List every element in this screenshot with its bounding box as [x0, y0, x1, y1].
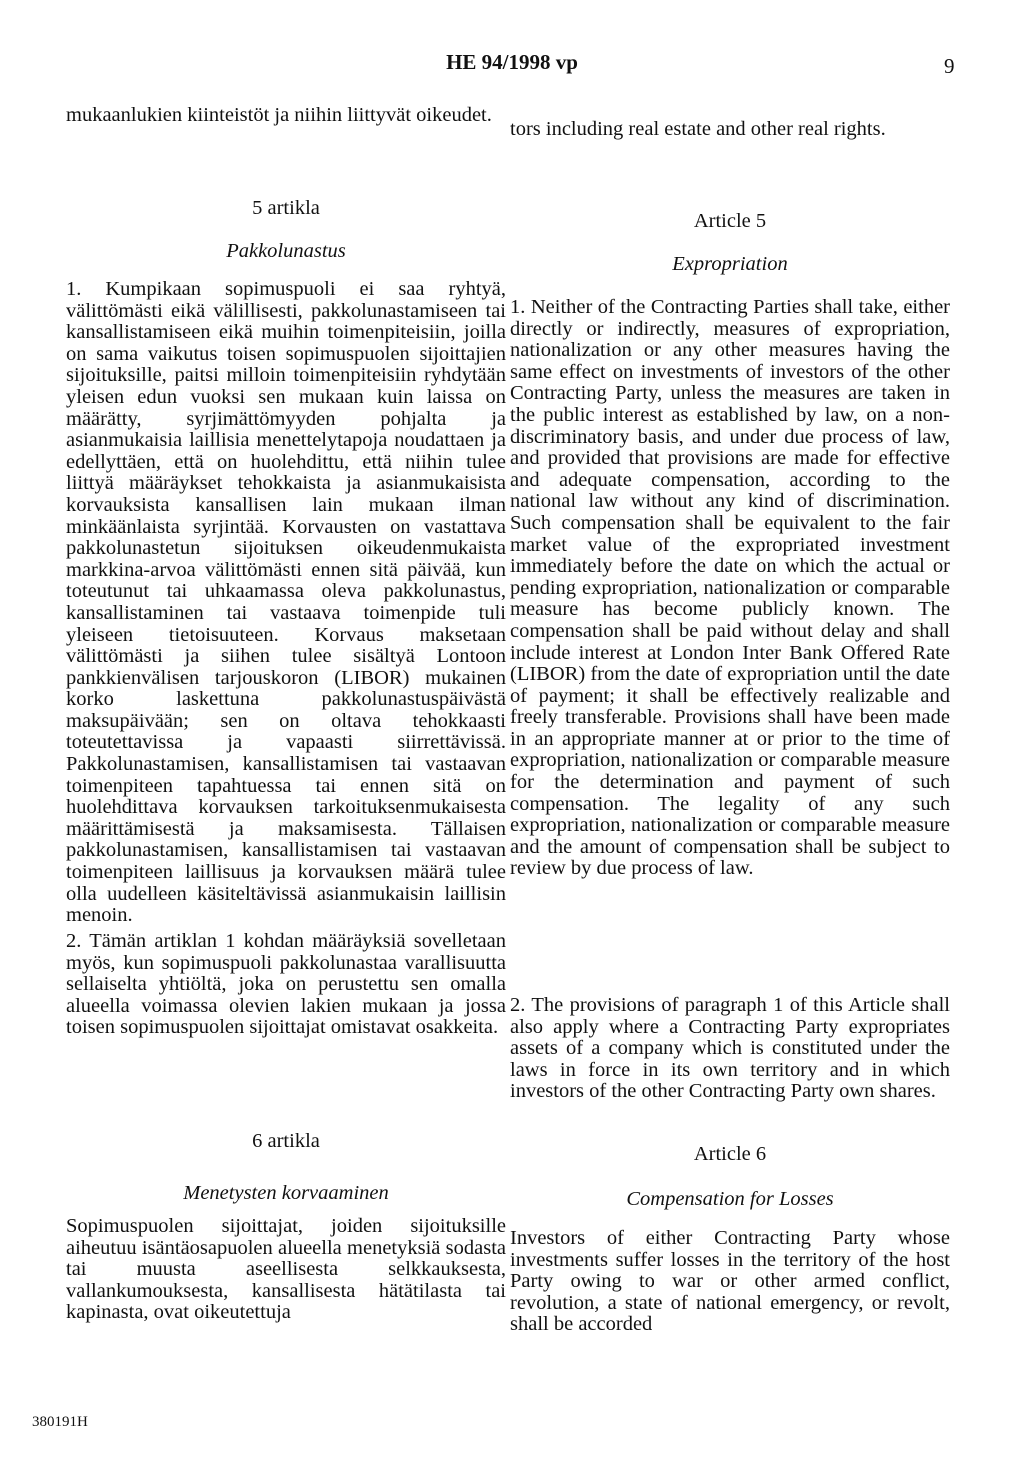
page-number: 9	[944, 54, 955, 78]
en-article6-title: Article 6	[693, 1143, 767, 1165]
en-intro-text: tors including real estate and other real rights.	[510, 118, 886, 140]
fi-article5-subtitle: Pakkolunastus	[226, 240, 346, 262]
en-article5-subtitle: Expropriation	[672, 253, 788, 275]
footer-code: 380191H	[32, 1414, 88, 1430]
fi-article5-paragraph-2: 2. Tämän artiklan 1 kohdan määräyksiä sovelletaan myös, kun sopimuspuoli pakkolunastaa varallisuutta sellaiselta yhtiöltä, joka on perustettu sen omalla alueella voimassa olevien lakien mukaan ja jossa toisen sopimuspuolen sijoittajat omistavat osakkeita.	[66, 930, 506, 1039]
fi-intro-text: mukaanlukien kiinteistöt ja niihin liittyvät oikeudet.	[66, 104, 492, 126]
en-article5-paragraph-2: 2. The provisions of paragraph 1 of this Article shall also apply where a Contracting Party expropriates assets of a company which is constituted under the laws in force in its own territory and in which investors of the other Contracting Party own shares.	[510, 994, 950, 1103]
fi-article6-subtitle: Menetysten korvaaminen	[183, 1182, 389, 1204]
fi-article5-title: 5 artikla	[252, 197, 320, 219]
en-intro	[510, 119, 950, 141]
fi-article6-title: 6 artikla	[252, 1130, 320, 1152]
document-header: HE 94/1998 vp	[446, 50, 578, 74]
en-article5-paragraph-1: 1. Neither of the Contracting Parties shall take, either directly or indirectly, measures of expropriation, nationalization or any other measures having the same effect on investments of investors of the other Contracting Party, unless the measures are taken in the public interest as established by law, on a non-discriminatory basis, and under due process of law, and provided that provisions are made for effective and adequate compensation, according to the national law without any kind of discrimination. Such compensation shall be equivalent to the fair market value of the expropriated investment immediately before the date on which the actual or pending expropriation, nationalization or comparable measure has become publicly known. The compensation shall be paid without delay and shall include interest at London Inter Bank Offered Rate (LIBOR) from the date of expropriation until the date of payment; it shall be effectively realizable and freely transferable. Provisions shall have been made in an appropriate manner at or prior to the time of expropriation, nationalization or comparable measure for the determination and payment of such compensation. The legality of any such expropriation, nationalization or comparable measure and the amount of compensation shall be subject to review by due process of law.	[510, 296, 950, 880]
en-article6-paragraph-1: Investors of either Contracting Party whose investments suffer losses in the territory of the host Party owing to war or other armed conflict, revolution, a state of national emergency, or revolt, shall be accorded	[510, 1227, 950, 1336]
fi-article6-paragraph-1: Sopimuspuolen sijoittajat, joiden sijoituksille aiheutuu isäntäosapuolen alueella menetyksiä sodasta tai muusta aseellisesta selkkauksesta, vallankumouksesta, kansallisesta hätätilasta tai kapinasta, ovat oikeutettuja	[66, 1215, 506, 1324]
fi-article5-paragraph-1: 1. Kumpikaan sopimuspuoli ei saa ryhtyä, välittömästi eikä välillisesti, pakkolunastamiseen tai kansallistamiseen eikä muihin toimenpiteisiin, joilla on sama vaikutus toisen sopimuspuolen sijoittajien sijoituksille, paitsi milloin toimenpiteisiin ryhdytään yleisen edun vuoksi sen mukaan kuin laissa on määrätty, syrjimättömyyden pohjalta ja asianmukaisia laillisia menettelytapoja noudattaen ja edellyttäen, että on huolehdittu, että niihin tulee liittyä määräykset tehokkaista ja asianmukaisista korvauksista kansallisen lain mukaan ilman minkäänlaista syrjintää. Korvausten on vastattava pakkolunastetun sijoituksen oikeudenmukaista markkina-arvoa välittömästi ennen sitä päivää, kun toteutunut tai uhkaamassa oleva pakkolunastus, kansallistaminen tai vastaava toimenpide tuli yleiseen tietoisuuteen. Korvaus maksetaan välittömästi ja siihen tulee sisältyä Lontoon pankkienvälisen tarjouskoron (LIBOR) mukainen korko laskettuna pakkolunastuspäivästä maksupäivään; sen on oltava tehokkaasti toteutettavissa ja vapaasti siirrettävissä. Pakkolunastamisen, kansallistamisen tai vastaavan toimenpiteen tapahtuessa tai ennen sitä on huolehdittava korvauksen tarkoituksenmukaisesta määrittämisestä ja maksamisesta. Tällaisen pakkolunastamisen, kansallistamisen tai vastaavan toimenpiteen laillisuus ja korvauksen määrä tulee olla uudelleen käsiteltävissä asianmukaisin laillisin menoin.	[66, 278, 506, 927]
en-article5-title: Article 5	[693, 210, 767, 232]
fi-intro	[66, 105, 506, 127]
en-article6-subtitle: Compensation for Losses	[626, 1188, 834, 1210]
